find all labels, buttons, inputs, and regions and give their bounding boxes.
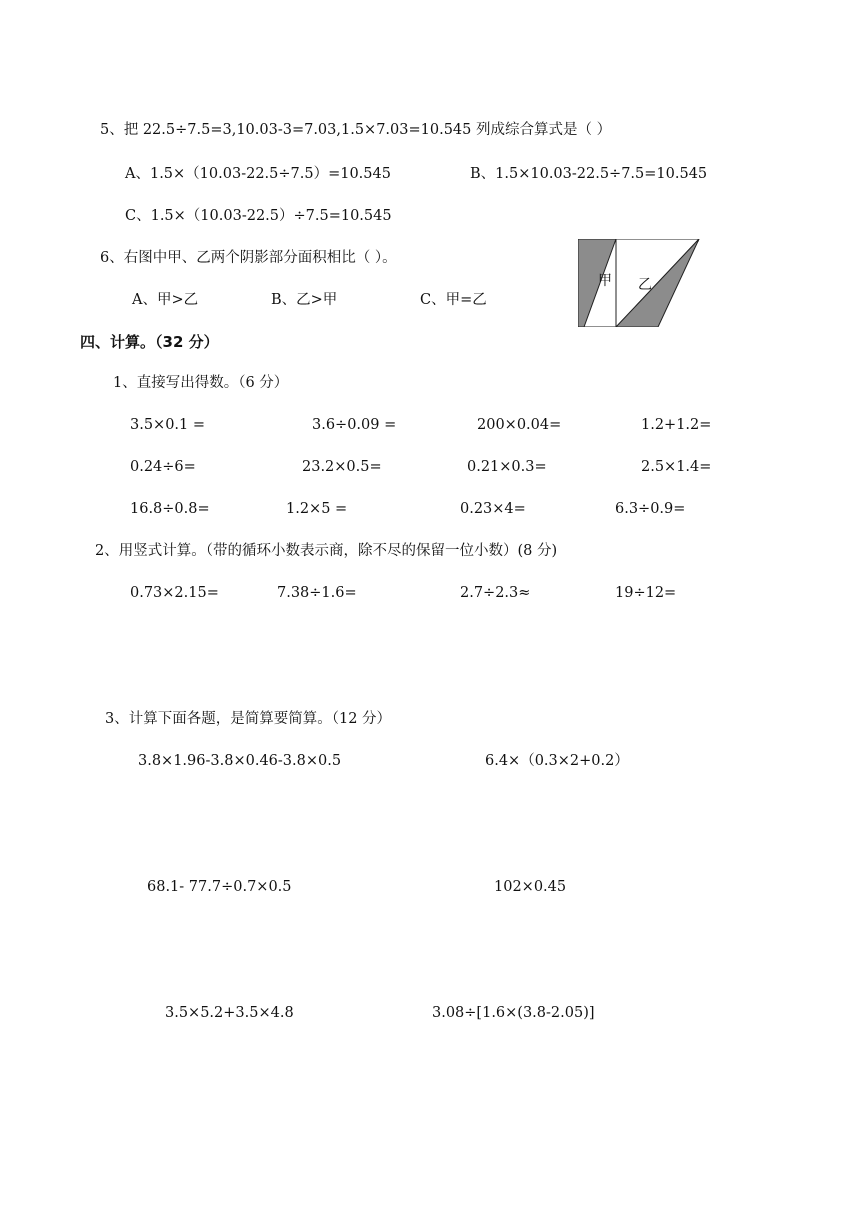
vertical-calc-item: 2.7÷2.3≈ (460, 585, 531, 601)
oral-calc-item: 3.6÷0.09 = (312, 417, 397, 433)
part1-title: 1、直接写出得数。（6 分） (113, 375, 289, 391)
section-4-title: 四、计算。（32 分） (80, 333, 219, 351)
q6-option-a: A、甲>乙 (132, 292, 199, 308)
oral-calc-item: 200×0.04= (477, 417, 562, 433)
simplify-calc-item: 102×0.45 (494, 879, 567, 895)
oral-calc-item: 6.3÷0.9= (615, 501, 686, 517)
q5-option-b: B、1.5×10.03-22.5÷7.5=10.545 (470, 166, 708, 182)
part3-title: 3、计算下面各题，是简算要简算。（12 分） (105, 711, 392, 727)
oral-calc-item: 1.2×5 = (286, 501, 348, 517)
simplify-calc-item: 3.8×1.96-3.8×0.46-3.8×0.5 (138, 753, 342, 769)
simplify-calc-item: 3.08÷[1.6×(3.8-2.05)] (432, 1005, 595, 1021)
vertical-calc-item: 19÷12= (615, 585, 677, 601)
oral-calc-item: 23.2×0.5= (302, 459, 382, 475)
q5-stem: 5、把 22.5÷7.5=3,10.03-3=7.03,1.5×7.03=10.545 列成综合算式是（ ） (100, 122, 612, 138)
q5-option-c: C、1.5×（10.03-22.5）÷7.5=10.545 (125, 208, 392, 224)
oral-calc-item: 3.5×0.1 = (130, 417, 206, 433)
simplify-calc-item: 68.1- 77.7÷0.7×0.5 (147, 879, 292, 895)
vertical-calc-item: 0.73×2.15= (130, 585, 219, 601)
figure-label-jia: 甲 (598, 273, 612, 289)
oral-calc-item: 2.5×1.4= (641, 459, 712, 475)
q6-option-c: C、甲=乙 (420, 292, 487, 308)
q6-stem: 6、右图中甲、乙两个阴影部分面积相比（ ）。 (100, 250, 397, 266)
q5-option-a: A、1.5×（10.03-22.5÷7.5）=10.545 (125, 166, 391, 182)
q6-option-b: B、乙>甲 (271, 292, 338, 308)
oral-calc-item: 16.8÷0.8= (130, 501, 210, 517)
oral-calc-item: 0.23×4= (460, 501, 526, 517)
simplify-calc-item: 3.5×5.2+3.5×4.8 (165, 1005, 294, 1021)
oral-calc-item: 0.21×0.3= (467, 459, 547, 475)
area-comparison-figure (578, 239, 700, 327)
part2-title: 2、用竖式计算。（带的循环小数表示商，除不尽的保留一位小数）(8 分) (95, 543, 558, 559)
simplify-calc-item: 6.4×（0.3×2+0.2） (485, 753, 629, 769)
vertical-calc-item: 7.38÷1.6= (277, 585, 357, 601)
figure-label-yi: 乙 (638, 277, 652, 293)
oral-calc-item: 0.24÷6= (130, 459, 196, 475)
oral-calc-item: 1.2+1.2= (641, 417, 712, 433)
